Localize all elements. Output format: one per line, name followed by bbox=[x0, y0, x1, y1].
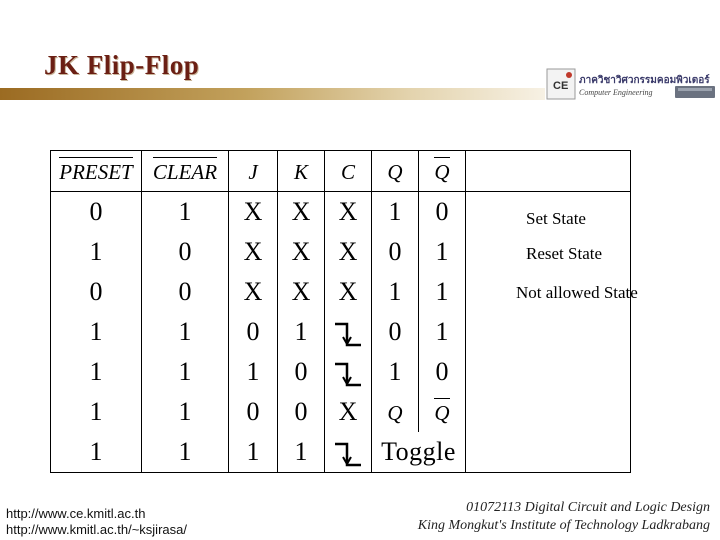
cell: 1 bbox=[419, 312, 466, 352]
cell: 1 bbox=[372, 192, 419, 233]
note-cell bbox=[466, 312, 631, 352]
note-cell bbox=[466, 352, 631, 392]
svg-text:ภาควิชาวิศวกรรมคอมพิวเตอร์: ภาควิชาวิศวกรรมคอมพิวเตอร์ bbox=[579, 75, 710, 86]
svg-text:CE: CE bbox=[553, 80, 569, 92]
header-c: C bbox=[325, 151, 372, 192]
q-bar-symbol: Q bbox=[434, 401, 450, 425]
cell: 1 bbox=[51, 392, 142, 432]
cell: 0 bbox=[419, 192, 466, 233]
cell: 1 bbox=[372, 272, 419, 312]
footer-url-personal: http://www.kmitl.ac.th/~ksjirasa/ bbox=[6, 522, 187, 537]
cell: 1 bbox=[229, 352, 278, 392]
cell: 1 bbox=[142, 352, 229, 392]
cell: 0 bbox=[419, 352, 466, 392]
footer-course: 01072113 Digital Circuit and Logic Design bbox=[466, 500, 710, 515]
cell: 0 bbox=[51, 192, 142, 233]
cell: 1 bbox=[51, 352, 142, 392]
falling-edge-icon bbox=[333, 440, 363, 468]
table-row bbox=[51, 352, 631, 392]
cell: 0 bbox=[278, 392, 325, 432]
toggle-cell: Toggle bbox=[372, 432, 466, 473]
cell: 0 bbox=[142, 272, 229, 312]
cell: 1 bbox=[142, 312, 229, 352]
note-cell bbox=[466, 432, 631, 473]
cell: 1 bbox=[278, 312, 325, 352]
header-clear: CLEAR bbox=[142, 151, 229, 192]
cell: 1 bbox=[419, 232, 466, 272]
table-header-row bbox=[51, 151, 631, 192]
cell: 1 bbox=[142, 432, 229, 473]
cell: 1 bbox=[51, 232, 142, 272]
note-reset-state: Reset State bbox=[526, 244, 603, 263]
clock-cell bbox=[325, 432, 372, 473]
cell: 1 bbox=[229, 432, 278, 473]
cell: X bbox=[325, 192, 372, 233]
cell: X bbox=[278, 192, 325, 233]
cell: 1 bbox=[51, 312, 142, 352]
title-underline-bar bbox=[0, 88, 545, 100]
cell: X bbox=[278, 232, 325, 272]
note-set-state: Set State bbox=[526, 209, 586, 228]
header-j: J bbox=[229, 151, 278, 192]
notes-column-header bbox=[466, 151, 631, 192]
cell bbox=[419, 392, 466, 432]
cell: 0 bbox=[229, 312, 278, 352]
cell: X bbox=[278, 272, 325, 312]
cell: 0 bbox=[51, 272, 142, 312]
cell: 0 bbox=[278, 352, 325, 392]
falling-edge-icon bbox=[333, 360, 363, 388]
cell: X bbox=[325, 272, 372, 312]
cell: 1 bbox=[142, 392, 229, 432]
cell: 1 bbox=[372, 352, 419, 392]
cell: X bbox=[325, 232, 372, 272]
header-k: K bbox=[278, 151, 325, 192]
header-preset: PRESET bbox=[51, 151, 142, 192]
header-q-bar: Q bbox=[419, 151, 466, 192]
footer-url-department: http://www.ce.kmitl.ac.th bbox=[6, 506, 146, 521]
cell: 0 bbox=[229, 392, 278, 432]
cell: 1 bbox=[419, 272, 466, 312]
falling-edge-icon bbox=[333, 320, 363, 348]
table-row bbox=[51, 312, 631, 352]
cell bbox=[372, 392, 419, 432]
truth-table bbox=[50, 150, 631, 473]
table-row bbox=[51, 432, 631, 473]
table-row bbox=[51, 392, 631, 432]
cell: 0 bbox=[372, 312, 419, 352]
cell: X bbox=[229, 192, 278, 233]
note-not-allowed-state: Not allowed State bbox=[516, 283, 638, 302]
cell: 1 bbox=[278, 432, 325, 473]
cell: 1 bbox=[142, 192, 229, 233]
note-cell bbox=[466, 392, 631, 432]
cell: X bbox=[325, 392, 372, 432]
cell: X bbox=[229, 232, 278, 272]
department-logo bbox=[545, 66, 717, 104]
header-q: Q bbox=[372, 151, 419, 192]
cell: 1 bbox=[51, 432, 142, 473]
slide-title: JK Flip-Flop bbox=[44, 50, 200, 80]
cell: 0 bbox=[142, 232, 229, 272]
cell: 0 bbox=[372, 232, 419, 272]
q-symbol: Q bbox=[387, 401, 403, 425]
footer-institute: King Mongkut's Institute of Technology Ladkrabang bbox=[417, 518, 710, 533]
clock-cell bbox=[325, 312, 372, 352]
clock-cell bbox=[325, 352, 372, 392]
svg-text:Computer Engineering: Computer Engineering bbox=[579, 88, 653, 97]
cell: X bbox=[229, 272, 278, 312]
